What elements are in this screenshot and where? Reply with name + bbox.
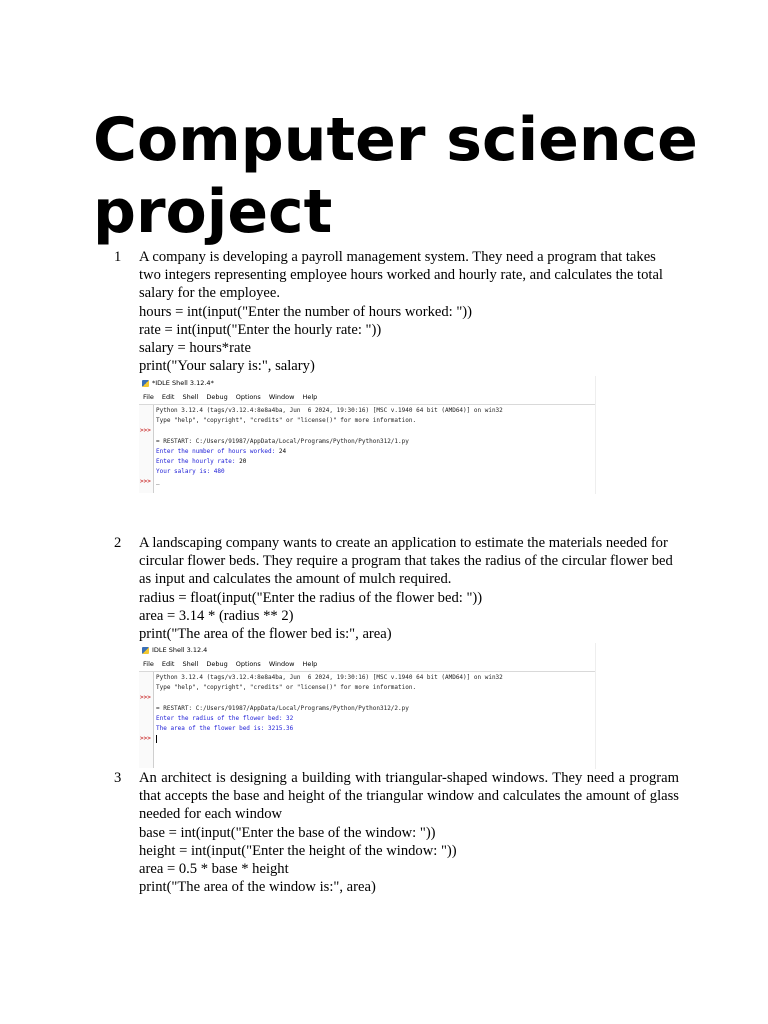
shell-window-title: *IDLE Shell 3.12.4* [152,379,214,387]
menu-edit[interactable]: Edit [161,660,175,668]
shell-titlebar [139,376,595,390]
text-cursor [156,735,157,743]
item-number: 1 [114,249,122,265]
shell-menubar [139,657,595,672]
shell-output-line: Your salary is: 480 [156,468,225,475]
shell-prompt: >>> [140,478,151,485]
item-number: 2 [114,535,122,551]
menu-shell[interactable]: Shell [182,393,199,401]
shell-prompt: >>> [140,735,151,742]
python-icon [142,380,149,387]
shell-content[interactable] [139,672,595,768]
code-line: area = 0.5 * base * height [139,861,289,878]
shell-window-title: IDLE Shell 3.12.4 [152,646,208,654]
item-number: 3 [114,770,122,786]
idle-shell-screenshot-1 [139,376,596,494]
code-line: hours = int(input("Enter the number of hours worked: ")) [139,303,473,320]
shell-output-line: Enter the number of hours worked: 24 [156,448,287,455]
shell-content[interactable] [139,405,595,493]
menu-window[interactable]: Window [268,660,295,668]
menu-edit[interactable]: Edit [161,393,175,401]
list-item-2 [114,534,712,643]
shell-prompt: >>> [140,694,151,701]
shell-menubar [139,390,595,405]
shell-banner: Python 3.12.4 (tags/v3.12.4:8e8a4ba, Jun 6 2024, 19:30:16) [MSC v.1940 64 bit (AMD64)] on win32 [156,407,503,414]
shell-titlebar [139,643,595,657]
shell-cursor[interactable] [156,734,157,744]
menu-window[interactable]: Window [268,393,295,401]
menu-debug[interactable]: Debug [206,393,228,401]
shell-banner-info: Type "help", "copyright", "credits" or "license()" for more information. [156,684,417,691]
shell-banner-info: Type "help", "copyright", "credits" or "license()" for more information. [156,417,417,424]
code-line: print("The area of the flower bed is:", area) [139,626,392,643]
python-icon [142,647,149,654]
code-line: salary = hours*rate [139,340,251,357]
shell-output-line: Enter the radius of the flower bed: 32 [156,715,294,722]
shell-restart-line: = RESTART: C:/Users/91987/AppData/Local/Programs/Python/Python312/2.py [156,705,409,712]
shell-prompt: >>> [140,427,151,434]
menu-help[interactable]: Help [302,393,318,401]
menu-options[interactable]: Options [235,393,261,401]
idle-shell-screenshot-2 [139,643,596,769]
menu-debug[interactable]: Debug [206,660,228,668]
page-title: Computer science project [93,105,698,247]
shell-output-line: The area of the flower bed is: 3215.36 [156,725,294,732]
code-line: radius = float(input("Enter the radius of the flower bed: ")) [139,589,483,606]
shell-gutter [139,672,154,768]
menu-options[interactable]: Options [235,660,261,668]
item-description: An architect is designing a building with triangular-shaped windows. They need a program that accepts the base and height of the triangular window and calculates the amount of glass needed for each window [139,770,679,823]
shell-cursor-text: _ [156,478,160,485]
code-line: rate = int(input("Enter the hourly rate: ")) [139,321,382,338]
code-line: base = int(input("Enter the base of the window: ")) [139,824,436,841]
shell-output-line: Enter the hourly rate: 20 [156,458,247,465]
shell-restart-line: = RESTART: C:/Users/91987/AppData/Local/Programs/Python/Python312/1.py [156,438,409,445]
shell-banner: Python 3.12.4 (tags/v3.12.4:8e8a4ba, Jun 6 2024, 19:30:16) [MSC v.1940 64 bit (AMD64)] on win32 [156,674,503,681]
code-line: height = int(input("Enter the height of the window: ")) [139,842,457,859]
item-description: A company is developing a payroll management system. They need a program that takes two integers representing employee hours worked and hourly rate, and calculates the total salary for the employee. [139,249,663,302]
menu-shell[interactable]: Shell [182,660,199,668]
code-line: area = 3.14 * (radius ** 2) [139,607,294,624]
code-line: print("The area of the window is:", area) [139,879,376,896]
menu-file[interactable]: File [143,393,154,401]
menu-file[interactable]: File [143,660,154,668]
code-line: print("Your salary is:", salary) [139,358,315,375]
menu-help[interactable]: Help [302,660,318,668]
list-item-1 [114,248,679,375]
list-item-3 [114,769,679,896]
item-description: A landscaping company wants to create an application to estimate the materials needed for circular flower beds. They require a program that takes the radius of the circular flower bed as input and calculates the amount of mulch required. [139,535,712,588]
